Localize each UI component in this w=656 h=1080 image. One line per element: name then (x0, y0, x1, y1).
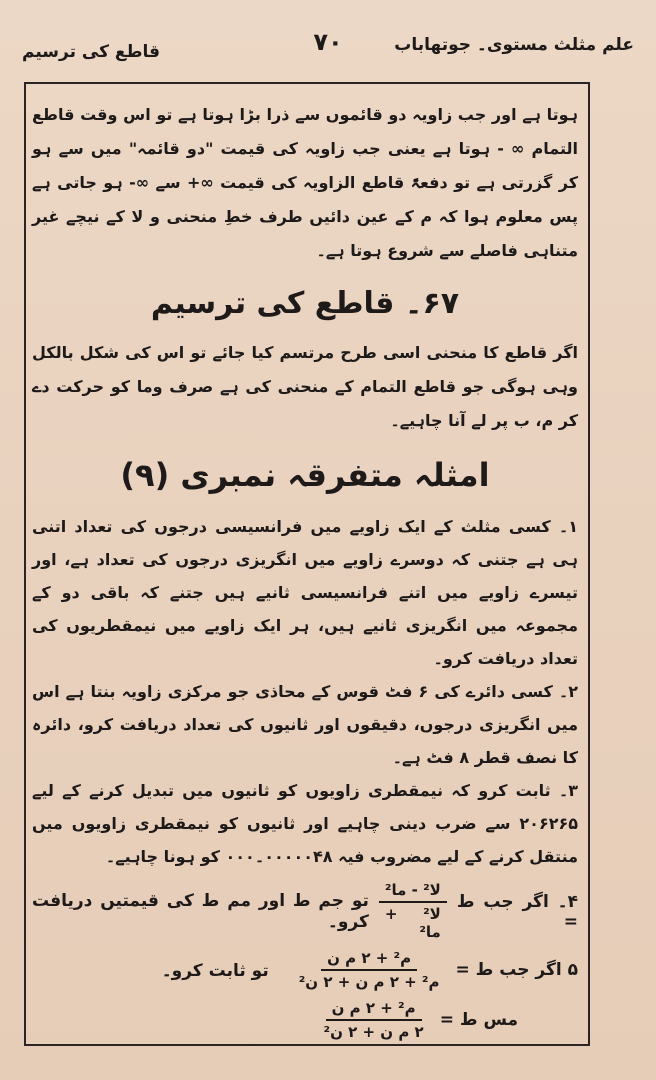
eq5-numerator: م² + ۲ م ن (321, 949, 417, 971)
section-paragraph: اگر قاطع کا منحنی اسی طرح مرتسم کیا جائے تو اس کی شکل بالکل وہی ہوگی جو قاطع التمام کے منحنی کی ہے صرف وما کو حرکت دے کر م، ب پر لے آنا چاہیے۔ (32, 343, 578, 430)
eq4-suffix: تو جم ط اور مم ط کی قیمتیں دریافت کرو۔ (32, 890, 369, 932)
eq5-prefix: ۵ اگر جب ط = (455, 960, 578, 980)
eq4-fraction (379, 881, 447, 941)
eq5-suffix: تو ثابت کرو۔ (161, 960, 269, 981)
eq6-denominator: ۲ م ن + ۲ ن² (323, 1023, 424, 1041)
exercise-4 (32, 881, 578, 941)
exercise-1: ۱۔ کسی مثلث کے ایک زاویے میں فرانسیسی درجوں کی تعداد اتنی ہی ہے جتنی کہ دوسرے زاویے میں انگریزی درجوں کی تعداد ہے، اور تیسرے زاویے میں اتنے فرانسیسی ثانیے ہیں جتنے کہ باقی دو کے مجموعہ میں انگریزی ثانیے ہیں، ہر ایک زاویے میں نیمقطریوں کی تعداد دریافت کرو۔ (32, 517, 578, 668)
chapter-running-title: قاطع کی ترسیم (22, 42, 161, 62)
eq6-fraction (318, 999, 430, 1041)
page-number: ۷۰ (313, 28, 343, 56)
exercise-3: ۳۔ ثابت کرو کہ نیمقطری زاویوں کو ثانیوں میں تبدیل کرنے کے لیے ۲۰۶۲۶۵ سے ضرب دینی چاہیے اور ثانیوں کو نیمقطری زاویوں میں منتقل کرنے کے لیے مضروب فیہ ۰۰۰۰۰۴۸۔۰۰۰ کو ہونا چاہیے۔ (32, 781, 578, 866)
eq5-denominator: م² + ۲ م ن + ۲ ن² (298, 973, 440, 991)
exercise-5-result (32, 999, 578, 1041)
eq4-denominator: لا² + ما² (384, 905, 441, 941)
eq4-prefix: ۴۔ اگر جب ط = (456, 891, 578, 932)
exercise-5 (32, 949, 578, 991)
exercise-heading: امثلہ متفرقہ نمبری (۹) (120, 456, 490, 494)
eq4-numerator: لا² - ما² (379, 881, 447, 903)
book-title: علم مثلث مستوی۔ جوتھاباب (394, 35, 634, 55)
eq5-fraction (293, 949, 446, 991)
exercise-2: ۲۔ کسی دائرے کی ۶ فٹ قوس کے محاذی جو مرکزی زاویہ بنتا ہے اس میں انگریزی درجوں، دقیقوں اور ثانیوں کی تعداد دریافت کرو، دائرہ کا نصف قطر ۸ فٹ ہے۔ (32, 682, 578, 767)
section-heading: ۶۷۔ قاطع کی ترسیم (150, 286, 460, 321)
eq6-prefix: مس ط = (439, 1010, 518, 1030)
eq6-numerator: م² + ۲ م ن (326, 999, 422, 1021)
running-head (22, 28, 634, 68)
intro-paragraph: ہوتا ہے اور جب زاویہ دو قائموں سے ذرا بڑا ہوتا ہے تو اس وقت قاطع التمام ∞ - ہوتا ہے یعنی جب زاویہ کی قیمت "دو قائمہ" میں سے ہو کر گزرتی ہے تو دفعۃً قاطع الزاویہ کی قیمت ∞+ سے ∞- ہو جاتی ہے پس معلوم ہوا کہ م کے عین دائیں طرف خطِ منحنی و لا کے نیچے غیر متناہی فاصلے سے شروع ہوتا ہے۔ (32, 105, 578, 260)
page-content (32, 98, 578, 1049)
